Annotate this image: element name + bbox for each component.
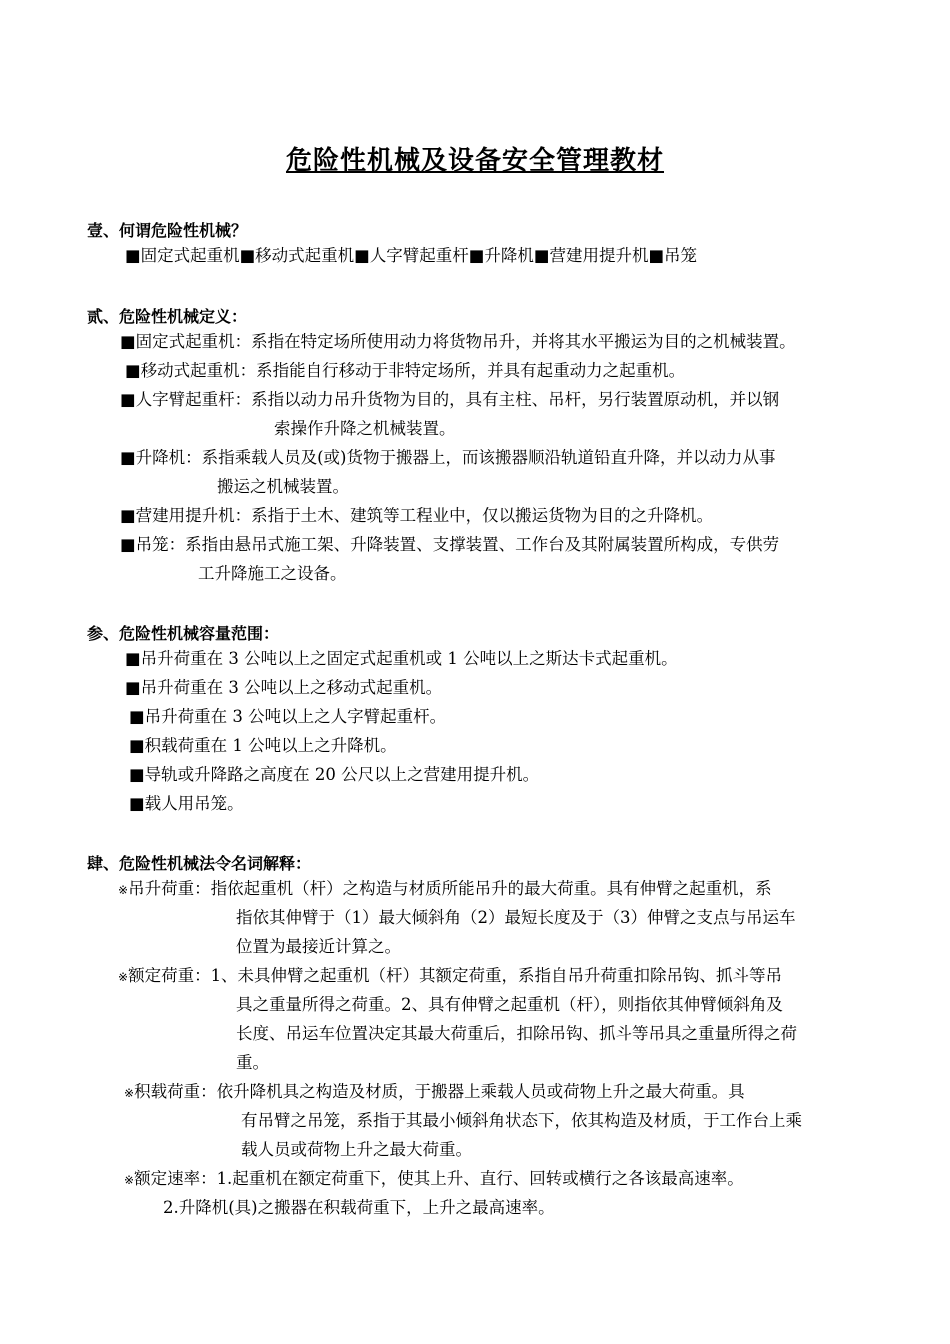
definition-mobile-crane: ■移动式起重机：系指能自行移动于非特定场所，并具有起重动力之起重机。	[125, 361, 686, 380]
term-rated-load-line-4: 重。	[236, 1053, 269, 1072]
term-rated-lifting-load-line-2: 指依其伸臂于（1）最大倾斜角（2）最短长度及于（3）伸臂之支点与吊运车	[236, 908, 796, 927]
term-carrying-load-line-1	[124, 1082, 745, 1103]
reference-mark: ※	[124, 1173, 135, 1187]
reference-mark: ※	[118, 970, 129, 984]
definition-gondola-line-2: 工升降施工之设备。	[198, 564, 347, 583]
section-4-heading: 肆、危险性机械法令名词解释：	[87, 854, 312, 873]
definition-elevator-line-2: 搬运之机械装置。	[217, 477, 349, 496]
term-carrying-load-line-3: 载人员或荷物上升之最大荷重。	[241, 1140, 472, 1159]
term-rated-speed-line-2: 2.升降机(具)之搬器在积载荷重下，上升之最高速率。	[163, 1198, 555, 1217]
section-1-items: ■固定式起重机■移动式起重机■人字臂起重杆■升降机■营建用提升机■吊笼	[125, 246, 698, 265]
term-text: 额定荷重：1、未具伸臂之起重机（杆）其额定荷重，系指自吊升荷重扣除吊钩、抓斗等吊	[128, 966, 783, 985]
section-1-heading: 壹、何谓危险性机械？	[87, 221, 248, 240]
capacity-item-3: ■吊升荷重在 3 公吨以上之人字臂起重杆。	[129, 707, 447, 726]
term-rated-lifting-load-line-1	[118, 879, 772, 900]
term-rated-load-line-1	[118, 966, 782, 987]
capacity-item-1: ■吊升荷重在 3 公吨以上之固定式起重机或 1 公吨以上之斯达卡式起重机。	[125, 649, 678, 668]
document-title: 危险性机械及设备安全管理教材	[285, 146, 664, 176]
term-carrying-load-line-2: 有吊臂之吊笼，系指于其最小倾斜角状态下，依其构造及材质，于工作台上乘	[241, 1111, 802, 1130]
term-text: 吊升荷重：指依起重机（杆）之构造与材质所能吊升的最大荷重。具有伸臂之起重机，系	[128, 879, 772, 898]
term-text: 额定速率：1.起重机在额定荷重下，使其上升、直行、回转或横行之各该最高速率。	[134, 1169, 744, 1188]
term-text: 积载荷重：依升降机具之构造及材质，于搬器上乘载人员或荷物上升之最大荷重。具	[134, 1082, 745, 1101]
term-rated-load-line-3: 长度、吊运车位置决定其最大荷重后，扣除吊钩、抓斗等吊具之重量所得之荷	[236, 1024, 797, 1043]
definition-construction-hoist: ■营建用提升机：系指于土木、建筑等工程业中，仅以搬运货物为目的之升降机。	[120, 506, 714, 525]
definition-derrick-line-2: 索操作升降之机械装置。	[274, 419, 456, 438]
term-rated-lifting-load-line-3: 位置为最接近计算之。	[236, 937, 401, 956]
term-rated-load-line-2: 具之重量所得之荷重。2、具有伸臂之起重机（杆），则指依其伸臂倾斜角及	[236, 995, 783, 1014]
definition-gondola-line-1: ■吊笼：系指由悬吊式施工架、升降装置、支撑装置、工作台及其附属装置所构成，专供劳	[120, 535, 780, 554]
section-2-heading: 贰、危险性机械定义：	[87, 307, 248, 326]
reference-mark: ※	[118, 883, 129, 897]
capacity-item-6: ■载人用吊笼。	[129, 794, 244, 813]
capacity-item-2: ■吊升荷重在 3 公吨以上之移动式起重机。	[125, 678, 443, 697]
section-3-heading: 参、危险性机械容量范围：	[87, 624, 280, 643]
reference-mark: ※	[124, 1086, 135, 1100]
capacity-item-4: ■积载荷重在 1 公吨以上之升降机。	[129, 736, 397, 755]
term-rated-speed-line-1	[124, 1169, 744, 1190]
definition-derrick-line-1: ■人字臂起重杆：系指以动力吊升货物为目的，具有主柱、吊杆，另行装置原动机，并以钢	[120, 390, 780, 409]
definition-fixed-crane: ■固定式起重机：系指在特定场所使用动力将货物吊升，并将其水平搬运为目的之机械装置。	[120, 332, 796, 351]
definition-elevator-line-1: ■升降机：系指乘载人员及(或)货物于搬器上，而该搬器顺沿轨道铅直升降，并以动力从事	[120, 448, 776, 467]
capacity-item-5: ■导轨或升降路之高度在 20 公尺以上之营建用提升机。	[129, 765, 540, 784]
